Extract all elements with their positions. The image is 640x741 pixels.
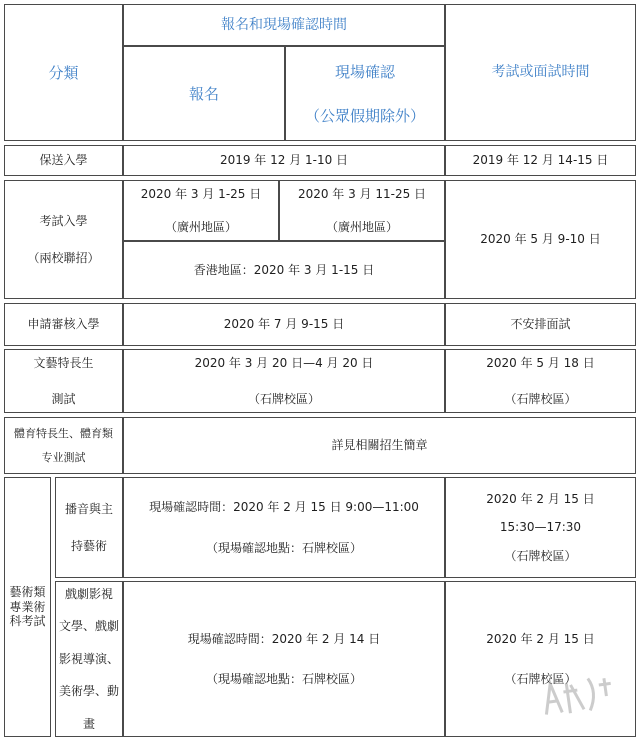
header-exam-time xyxy=(445,4,636,141)
recommend-exam-text: 2019 年 12 月 14-15 日 xyxy=(472,153,609,168)
arts-exam xyxy=(445,349,636,413)
header-exam-time-text: 考試或面試時間 xyxy=(491,64,590,81)
artspro-sub1-exam xyxy=(445,477,636,578)
recommend-registration xyxy=(123,145,445,176)
exam-reg-hk xyxy=(123,241,445,299)
artspro-category-l3: 科考試 xyxy=(9,614,46,629)
recommend-registration-text: 2019 年 12 月 1-10 日 xyxy=(219,153,349,168)
sub2-name-line3: 影視導演、 xyxy=(58,651,119,666)
sub2-name-line2: 文學、戲劇 xyxy=(58,619,119,634)
exam-reg-b-line1: 2020 年 3 月 11-25 日 xyxy=(297,187,427,202)
review-registration xyxy=(123,303,445,346)
exam-date-text: 2020 年 5 月 9-10 日 xyxy=(480,232,601,247)
sub2-reg-line1: 現場確認時間：2020 年 2 月 14 日 xyxy=(187,631,381,646)
recommend-exam xyxy=(445,145,636,176)
header-reg-group xyxy=(123,4,445,46)
review-exam xyxy=(445,303,636,346)
arts-reg-line1: 2020 年 3 月 20 日—4 月 20 日 xyxy=(194,355,374,370)
review-category-text: 申請審核入學 xyxy=(27,317,100,332)
sub2-exam-line2: （石牌校區） xyxy=(504,672,577,686)
sub1-exam-line3: （石牌校區） xyxy=(504,548,577,563)
exam-category-line2: （兩校聯招） xyxy=(27,250,100,265)
review-registration-text: 2020 年 7 月 9-15 日 xyxy=(223,317,345,332)
header-onsite-line1: 現場確認 xyxy=(334,62,395,81)
header-category xyxy=(4,4,123,141)
exam-reg-b xyxy=(279,180,445,241)
artspro-sub2-registration xyxy=(123,581,445,737)
artspro-sub2-name xyxy=(55,581,123,737)
artspro-category-l1: 藝術類 xyxy=(9,585,46,600)
sub2-exam-line1: 2020 年 2 月 15 日 xyxy=(486,631,595,646)
header-category-text: 分類 xyxy=(48,63,79,82)
sub1-exam-line1: 2020 年 2 月 15 日 xyxy=(486,491,595,506)
exam-reg-b-line2: （廣州地區） xyxy=(325,219,398,234)
review-exam-text: 不安排面試 xyxy=(510,317,571,332)
sports-detail-text: 詳見相關招生簡章 xyxy=(331,438,428,453)
sub1-name-line2: 持藝術 xyxy=(70,538,107,553)
recommend-category xyxy=(4,145,123,176)
exam-category-line1: 考試入學 xyxy=(39,214,88,229)
artspro-sub1-registration xyxy=(123,477,445,578)
sub1-reg-line1: 現場確認時間：2020 年 2 月 15 日 9:00—11:00 xyxy=(149,500,419,515)
arts-category xyxy=(4,349,123,413)
arts-category-line1: 文藝特長生 xyxy=(33,355,94,370)
header-onsite xyxy=(285,46,445,141)
sports-category-line1: 體育特長生、體育類 xyxy=(14,427,113,441)
sub1-reg-line2: （現場確認地點：石牌校區） xyxy=(205,540,362,555)
sub1-exam-line2: 15:30—17:30 xyxy=(499,520,582,535)
artspro-category xyxy=(4,477,51,737)
sub2-reg-line2: （現場確認地點：石牌校區） xyxy=(205,672,362,686)
arts-registration xyxy=(123,349,445,413)
exam-reg-hk-text: 香港地區：2020 年 3 月 1-15 日 xyxy=(193,262,375,277)
arts-reg-line2: （石牌校區） xyxy=(247,392,320,406)
header-registration-text: 報名 xyxy=(188,84,219,103)
review-category xyxy=(4,303,123,346)
sports-category xyxy=(4,417,123,474)
sub2-name-line4: 美術學、動 xyxy=(58,684,119,699)
sports-detail xyxy=(123,417,636,474)
arts-exam-line2: （石牌校區） xyxy=(504,392,577,406)
exam-date xyxy=(445,180,636,299)
arts-exam-line1: 2020 年 5 月 18 日 xyxy=(486,355,595,370)
exam-reg-a xyxy=(123,180,279,241)
sub1-name-line1: 播音與主 xyxy=(64,502,113,517)
header-registration xyxy=(123,46,285,141)
artspro-sub1-name xyxy=(55,477,123,578)
sub2-name-line1: 戲劇影視 xyxy=(64,587,113,602)
arts-category-line2: 測試 xyxy=(51,392,76,406)
sub2-name-line5: 畫 xyxy=(82,716,95,731)
exam-reg-a-line1: 2020 年 3 月 1-25 日 xyxy=(140,187,262,202)
header-reg-group-text: 報名和現場確認時間 xyxy=(221,16,347,33)
header-onsite-line2: （公眾假期除外） xyxy=(304,106,425,125)
recommend-category-text: 保送入學 xyxy=(39,153,88,168)
sports-category-line2: 专业測試 xyxy=(41,450,86,464)
exam-category xyxy=(4,180,123,299)
artspro-category-l2: 專業術 xyxy=(9,599,46,614)
exam-reg-a-line2: （廣州地區） xyxy=(164,219,237,234)
